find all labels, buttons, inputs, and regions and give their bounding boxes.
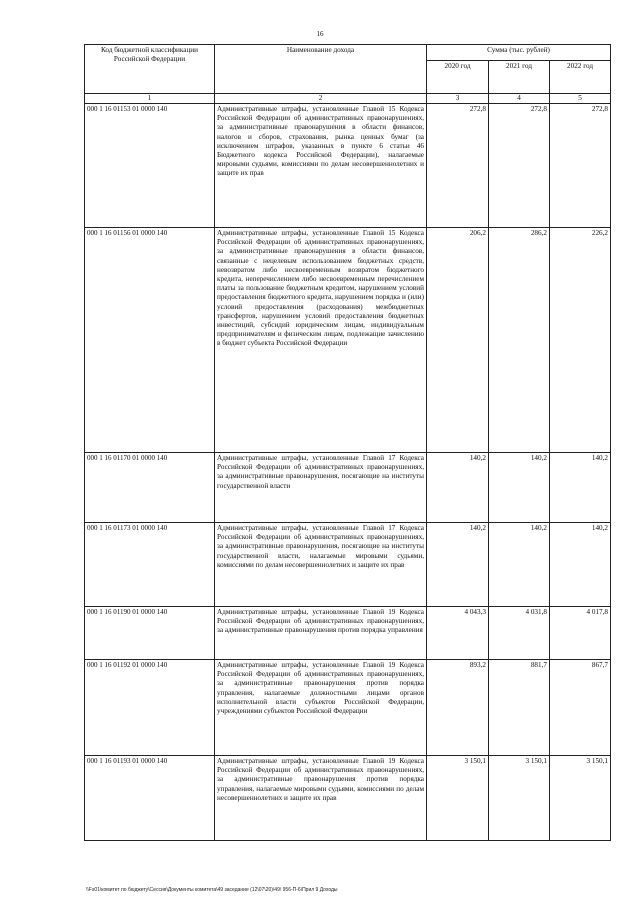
table-row (85, 756, 611, 841)
column-number: 4 (489, 94, 550, 104)
row-value-2021: 140,2 (489, 453, 550, 523)
header-name-column: Наименование дохода (215, 45, 427, 94)
row-value-2022: 140,2 (550, 453, 611, 523)
row-name: Административные штрафы, установленные Главой 19 Кодекса Российской Федерации об административных правонарушениях, за административные правонарушения против порядка управления, налагаемые должностными лицами органов исполнительной власти субъектов Российской Федерации, учреждениями субъектов Российской Федерации (215, 660, 427, 756)
header-year-2021: 2021 год (489, 60, 550, 93)
row-value-2020: 140,2 (427, 523, 489, 607)
table-row (85, 228, 611, 453)
header-code-column: Код бюджетной классификации Российской Федерации (85, 45, 215, 94)
page-number: 16 (316, 30, 324, 38)
row-name: Административные штрафы, установленные Главой 17 Кодекса Российской Федерации об административных правонарушениях, за административные правонарушения, посягающие на институты государственной власти, налагаемые мировыми судьями, комиссиями по делам несовершеннолетних и защите их прав (215, 523, 427, 607)
row-value-2021: 140,2 (489, 523, 550, 607)
row-value-2021: 272,8 (489, 104, 550, 228)
row-value-2021: 3 150,1 (489, 756, 550, 841)
row-code: 000 1 16 01193 01 0000 140 (85, 756, 215, 841)
column-number: 5 (550, 94, 611, 104)
table-row (85, 660, 611, 756)
table-row (85, 104, 611, 228)
column-number: 3 (427, 94, 489, 104)
row-code: 000 1 16 01173 01 0000 140 (85, 523, 215, 607)
revenue-table (84, 44, 611, 841)
row-value-2020: 893,2 (427, 660, 489, 756)
header-sum-column: Сумма (тыс. рублей) (427, 45, 611, 61)
row-value-2022: 272,8 (550, 104, 611, 228)
header-year-2022: 2022 год (550, 60, 611, 93)
row-code: 000 1 16 01170 01 0000 140 (85, 453, 215, 523)
file-path-footer: \\Fs01\комитет по бюджету\Сессия\Документы комитета\49 заседание (12\07\20)\49\ 956-П-6\Прил 9 Доходы (86, 887, 338, 893)
row-value-2020: 206,2 (427, 228, 489, 453)
row-value-2020: 3 150,1 (427, 756, 489, 841)
row-name: Административные штрафы, установленные Главой 17 Кодекса Российской Федерации об административных правонарушениях, за административные правонарушения, посягающие на институты государственной власти (215, 453, 427, 523)
column-number: 2 (215, 94, 427, 104)
row-value-2022: 4 017,8 (550, 607, 611, 660)
row-value-2022: 140,2 (550, 523, 611, 607)
row-value-2020: 272,8 (427, 104, 489, 228)
row-code: 000 1 16 01156 01 0000 140 (85, 228, 215, 453)
row-value-2021: 881,7 (489, 660, 550, 756)
row-value-2021: 4 031,8 (489, 607, 550, 660)
row-value-2022: 226,2 (550, 228, 611, 453)
column-numbering-row (85, 94, 611, 104)
table-row (85, 607, 611, 660)
row-code: 000 1 16 01190 01 0000 140 (85, 607, 215, 660)
table-row (85, 523, 611, 607)
row-name: Административные штрафы, установленные Главой 19 Кодекса Российской Федерации об административных правонарушениях, за административные правонарушения против порядка управления, налагаемые мировыми судьями, комиссиями по делам несовершеннолетних и защите их прав (215, 756, 427, 841)
header-year-2020: 2020 год (427, 60, 489, 93)
row-value-2020: 140,2 (427, 453, 489, 523)
column-number: 1 (85, 94, 215, 104)
row-value-2022: 867,7 (550, 660, 611, 756)
row-value-2020: 4 043,3 (427, 607, 489, 660)
row-name: Административные штрафы, установленные Главой 19 Кодекса Российской Федерации об административных правонарушениях, за административные правонарушения против порядка управления (215, 607, 427, 660)
table-row (85, 453, 611, 523)
row-code: 000 1 16 01153 01 0000 140 (85, 104, 215, 228)
row-name: Административные штрафы, установленные Главой 15 Кодекса Российской Федерации об административных правонарушениях, за административные правонарушения в области финансов, связанные с нецелевым использованием бюджетных средств, невозвратом либо несвоевременным возвратом бюджетного кредита, неперечислением либо несвоевременным перечислением платы за пользование бюджетным кредитом, нарушением условий предоставления бюджетного кредита, нарушением порядка и (или) условий предоставления (расходования) межбюджетных трансфертов, нарушением условий предоставления бюджетных инвестиций, субсидий юридическим лицам, индивидуальным предпринимателям и физическим лицам, подлежащие зачислению в бюджет субъекта Российской Федерации (215, 228, 427, 453)
row-value-2022: 3 150,1 (550, 756, 611, 841)
row-value-2021: 286,2 (489, 228, 550, 453)
row-code: 000 1 16 01192 01 0000 140 (85, 660, 215, 756)
row-name: Административные штрафы, установленные Главой 15 Кодекса Российской Федерации об административных правонарушениях, за административные правонарушения в области финансов, налогов и сборов, страхования, рынка ценных бумаг (за исключением штрафов, указанных в пункте 6 статьи 46 Бюджетного кодекса Российской Федерации), налагаемые мировыми судьями, комиссиями по делам несовершеннолетних и защите их прав (215, 104, 427, 228)
